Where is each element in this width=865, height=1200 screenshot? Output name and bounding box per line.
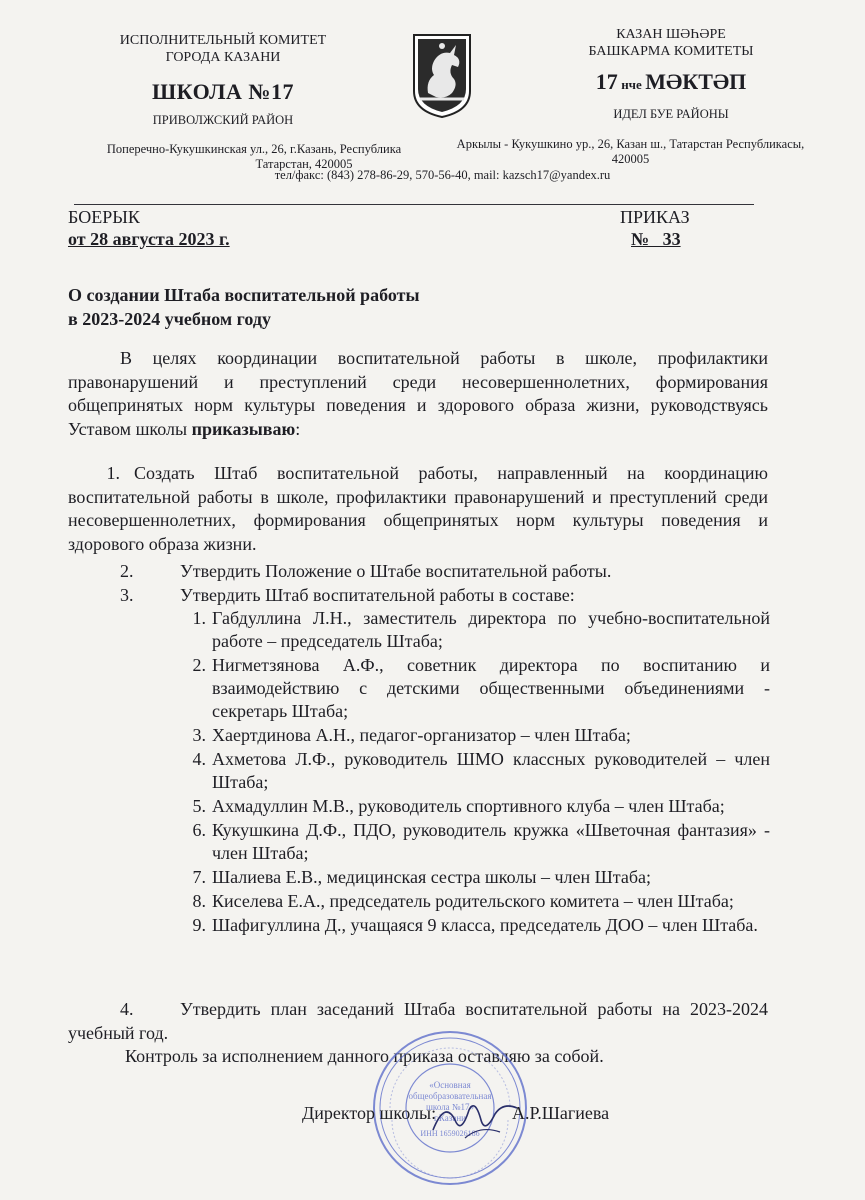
order-item-3 — [120, 584, 575, 608]
district-tt: ИДЕЛ БУЕ РАЙОНЫ — [613, 107, 729, 121]
intro-paragraph — [68, 347, 768, 441]
header-left-line1: ИСПОЛНИТЕЛЬНЫЙ КОМИТЕТ — [119, 33, 327, 48]
member-text: Шалиева Е.В., медицинская сестра школы – член Штаба; — [212, 867, 652, 887]
member-number: 5. — [192, 796, 206, 816]
member-text: Нигметзянова А.Ф., советник директора по воспитанию и взаимодействию с детскими общественными объединениями - секретарь Штаба; — [212, 655, 770, 721]
signature-mark-icon — [425, 1090, 525, 1145]
seal-line3: школа №17» — [425, 1102, 475, 1112]
kazan-coat-of-arms-icon — [412, 33, 472, 119]
order-title-line2: в 2023-2024 учебном году — [68, 309, 271, 329]
order-item-3-text: Утвердить Штаб воспитательной работы в составе: — [180, 585, 575, 605]
header-right-line2: БАШКАРМА КОМИТЕТЫ — [588, 44, 754, 59]
member-number: 2. — [192, 655, 206, 675]
header-right-line1: КАЗАН ШӘҺӘРЕ — [616, 27, 726, 42]
member-number: 4. — [192, 749, 206, 769]
member-text: Хаертдинова А.Н., педагог-организатор – член Штаба; — [212, 725, 631, 745]
member-item — [176, 654, 770, 723]
member-item — [176, 890, 770, 913]
header-left — [98, 32, 348, 129]
school-name-tt — [572, 69, 770, 94]
contacts-line: тел/факс: (843) 278-86-29, 570-56-40, mail: kazsch17@yandex.ru — [274, 168, 611, 182]
address-ru-line1: Поперечно-Кукушкинская ул., 26, г.Казань, Республика — [106, 142, 402, 156]
school-name-ru: ШКОЛА №17 — [152, 79, 294, 104]
label-boyeryk: БОЕРЫК — [68, 207, 140, 227]
staff-members-list — [176, 607, 770, 937]
member-text: Габдуллина Л.Н., заместитель директора по учебно-воспитательной работе – председатель Штаба; — [212, 608, 770, 651]
intro-bold-word: приказываю — [191, 418, 296, 439]
member-item — [176, 748, 770, 794]
member-text: Ахметова Л.Ф., руководитель ШМО классных руководителей – член Штаба; — [212, 749, 770, 792]
header-divider — [74, 204, 754, 205]
member-number: 6. — [192, 820, 206, 840]
order-item-1 — [68, 462, 768, 556]
address-tt-line1: Аркылы - Кукушкино ур., 26, Казан ш., Татарстан Республикасы, — [456, 137, 805, 151]
member-item — [176, 819, 770, 865]
member-item — [176, 724, 770, 747]
seal-inn: ИНН 1659026186 — [420, 1129, 480, 1138]
school-word-tt: МӘКТӘП — [645, 69, 747, 94]
address-tt-line2: 420005 — [611, 152, 650, 166]
member-number: 9. — [192, 915, 206, 935]
order-item-3-number: 3. — [120, 585, 134, 605]
order-date: от 28 августа 2023 г. — [68, 229, 230, 249]
intro-end: : — [295, 418, 301, 439]
member-number: 7. — [192, 867, 206, 887]
member-text: Киселева Е.А., председатель родительского комитета – член Штаба; — [212, 891, 734, 911]
seal-line1: «Основная — [429, 1080, 471, 1090]
order-item-4-number: 4. — [120, 999, 134, 1019]
order-item-1-number: 1. — [106, 463, 120, 483]
member-number: 3. — [192, 725, 206, 745]
signature-name: А.Р.Шагиева — [512, 1103, 610, 1123]
order-title — [68, 283, 420, 331]
member-item — [176, 866, 770, 889]
district-ru: ПРИВОЛЖСКИЙ РАЙОН — [152, 113, 294, 127]
header-left-line2: ГОРОДА КАЗАНИ — [165, 50, 281, 65]
order-item-1-text: Создать Штаб воспитательной работы, направленный на координацию воспитательной работы в школе, профилактики правонарушений и преступлений среди несовершеннолетних, формирования общепринятых норм культуры поведения и здорового образа жизни. — [68, 463, 768, 554]
seal-line4: г.Казани — [434, 1113, 466, 1123]
order-item-4-text: Утвердить план заседаний Штаба воспитательной работы на 2023-2024 учебный год. — [68, 999, 768, 1043]
member-text: Кукушкина Д.Ф., ПДО, руководитель кружка «Шветочная фантазия» - член Штаба; — [212, 820, 770, 863]
address-ru-line2: Татарстан, 420005 — [255, 157, 353, 171]
school-suffix-tt: нче — [621, 77, 642, 92]
header-right — [572, 26, 770, 123]
member-text: Ахмадуллин М.В., руководитель спортивного клуба – член Штаба; — [212, 796, 725, 816]
school-number-tt: 17 — [595, 69, 618, 94]
order-item-2-text: Утвердить Положение о Штабе воспитательной работы. — [180, 561, 612, 581]
label-prikaz: ПРИКАЗ — [620, 207, 690, 227]
order-title-line1: О создании Штаба воспитательной работы — [68, 285, 420, 305]
member-number: 8. — [192, 891, 206, 911]
order-item-2 — [120, 560, 611, 584]
order-item-2-number: 2. — [120, 561, 134, 581]
order-number: № 33 — [631, 229, 681, 249]
member-text: Шафигуллина Д., учащаяся 9 класса, председатель ДОО – член Штаба. — [212, 915, 758, 935]
address-tt — [443, 137, 818, 167]
signature-position: Директор школы: — [302, 1103, 437, 1123]
member-number: 1. — [192, 608, 206, 628]
control-statement: Контроль за исполнением данного приказа оставляю за собой. — [125, 1046, 604, 1066]
member-item — [176, 914, 770, 937]
member-item — [176, 795, 770, 818]
seal-line2: общеобразовательная — [408, 1091, 492, 1101]
intro-text: В целях координации воспитательной работы в школе, профилактики правонарушений и преступлений среди несовершеннолетних, формирования общепринятых норм культуры поведения и здорового образа жизни, руководствуясь Уставом школы — [68, 348, 768, 439]
member-item — [176, 607, 770, 653]
